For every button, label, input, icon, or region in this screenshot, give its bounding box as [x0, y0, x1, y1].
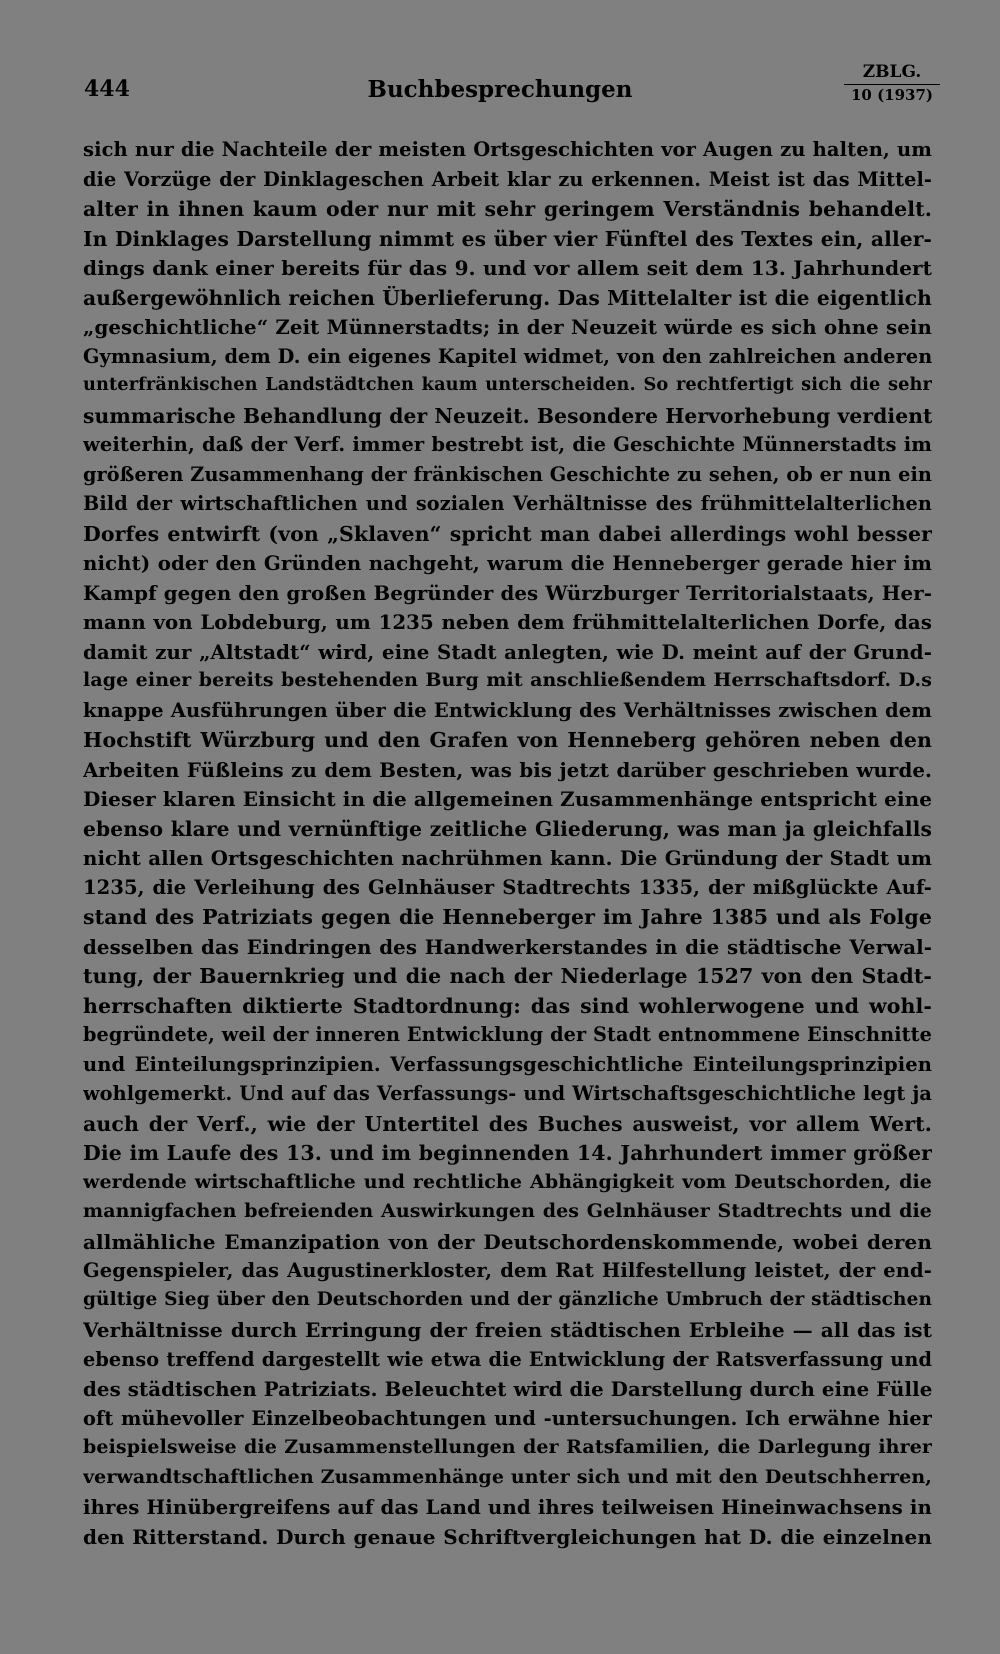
text-line: allmähliche Emanzipation von der Deutschordenskommende, wobei deren [83, 1229, 932, 1254]
text-line: lage einer bereits bestehenden Burg mit anschließendem Herrschaftsdorf. D.s [83, 669, 932, 691]
text-line: In Dinklages Darstellung nimmt es über vier Fünftel des Textes ein, aller- [83, 226, 932, 251]
text-line: größeren Zusammenhang der fränkischen Geschichte zu sehen, ob er nun ein [83, 462, 932, 486]
journal-reference [844, 64, 940, 103]
text-line: des städtischen Patriziats. Beleuchtet wird die Darstellung durch eine Fülle [83, 1377, 932, 1401]
text-line: beispielsweise die Zusammenstellungen der Ratsfamilien, die Darlegung ihrer [83, 1436, 932, 1458]
text-line: stand des Patriziats gegen die Henneberger im Jahre 1385 und als Folge [83, 905, 932, 929]
text-line: tung, der Bauernkrieg und die nach der Niederlage 1527 von den Stadt- [83, 964, 932, 988]
text-line: summarische Behandlung der Neuzeit. Besondere Hervorhebung verdient [83, 403, 932, 428]
text-line: ebenso klare und vernünftige zeitliche Gliederung, was man ja gleichfalls [83, 816, 932, 841]
text-line: mannigfachen befreienden Auswirkungen des Gelnhäuser Stadtrechts und die [83, 1200, 932, 1222]
text-line: alter in ihnen kaum oder nur mit sehr geringem Verständnis behandelt. [83, 197, 932, 221]
text-line: auch der Verf., wie der Untertitel des Buches ausweist, vor allem Wert. [83, 1111, 932, 1136]
text-line: Die im Laufe des 13. und im beginnenden 14. Jahrhundert immer größer [83, 1141, 932, 1165]
text-line: 1235, die Verleihung des Gelnhäuser Stadtrechts 1335, der mißglückte Auf- [83, 875, 932, 899]
text-line: „geschichtliche“ Zeit Münnerstadts; in der Neuzeit würde es sich ohne sein [83, 315, 932, 339]
text-line: mann von Lobdeburg, um 1235 neben dem frühmittelalterlichen Dorfe, das [83, 610, 932, 634]
text-line: desselben das Eindringen des Handwerkerstandes in die städtische Verwal- [83, 934, 932, 959]
text-line: Dieser klaren Einsicht in die allgemeinen Zusammenhänge entspricht eine [83, 787, 932, 811]
text-line: verwandtschaftlichen Zusammenhänge unter sich und mit den Deutschherren, [83, 1465, 932, 1488]
text-line: wohlgemerkt. Und auf das Verfassungs- und Wirtschaftsgeschichtliche legt ja [83, 1082, 932, 1105]
text-line: sich nur die Nachteile der meisten Ortsgeschichten vor Augen zu halten, um [83, 138, 932, 161]
text-line: Dorfes entwirft (von „Sklaven“ spricht man dabei allerdings wohl besser [83, 521, 932, 546]
text-line: Kampf gegen den großen Begründer des Würzburger Territorialstaats, Her- [83, 580, 932, 605]
text-line: weiterhin, daß der Verf. immer bestrebt ist, die Geschichte Münnerstadts im [83, 433, 932, 456]
text-line: ebenso treffend dargestellt wie etwa die Entwicklung der Ratsverfassung und [83, 1347, 932, 1371]
text-line: herrschaften diktierte Stadtordnung: das sind wohlerwogene und wohl- [83, 993, 932, 1018]
text-line: begründete, weil der inneren Entwicklung der Stadt entnommene Einschnitte [83, 1023, 932, 1046]
text-line: Hochstift Würzburg und den Grafen von Henneberg gehören neben den [83, 728, 932, 752]
text-line: den Ritterstand. Durch genaue Schriftvergleichungen hat D. die einzelnen [83, 1524, 932, 1549]
text-line: außergewöhnlich reichen Überlieferung. Das Mittelalter ist die eigentlich [83, 285, 932, 310]
text-line: nicht allen Ortsgeschichten nachrühmen kann. Die Gründung der Stadt um [83, 846, 932, 870]
text-line: nicht) oder den Gründen nachgeht, warum die Henneberger gerade hier im [83, 551, 932, 575]
journal-abbreviation: ZBLG. [844, 64, 940, 85]
text-line: unterfränkischen Landstädtchen kaum unterscheiden. So rechtfertigt sich die sehr [83, 374, 932, 395]
text-line: knappe Ausführungen über die Entwicklung des Verhältnisses zwischen dem [83, 698, 932, 722]
body-text [83, 138, 932, 1554]
text-line: oft mühevoller Einzelbeobachtungen und -untersuchungen. Ich erwähne hier [83, 1406, 932, 1430]
text-line: gültige Sieg über den Deutschorden und der gänzliche Umbruch der städtischen [83, 1288, 932, 1310]
text-line: Gymnasium, dem D. ein eigenes Kapitel widmet, von den zahlreichen anderen [83, 344, 932, 368]
running-title: Buchbesprechungen [367, 76, 633, 103]
text-line: Arbeiten Füßleins zu dem Besten, was bis jetzt darüber geschrieben wurde. [83, 757, 932, 782]
page-number: 444 [84, 76, 130, 102]
text-line: und Einteilungsprinzipien. Verfassungsgeschichtliche Einteilungsprinzipien [83, 1052, 932, 1076]
journal-volume: 10 (1937) [850, 86, 934, 104]
text-line: Verhältnisse durch Erringung der freien städtischen Erbleihe — all das ist [83, 1318, 932, 1342]
text-line: Bild der wirtschaftlichen und sozialen Verhältnisse des frühmittelalterlichen [83, 492, 932, 515]
text-line: ihres Hinübergreifens auf das Land und ihres teilweisen Hineinwachsens in [83, 1495, 932, 1519]
text-line: damit zur „Altstadt“ wird, eine Stadt anlegten, wie D. meint auf der Grund- [83, 639, 932, 664]
text-line: werdende wirtschaftliche und rechtliche Abhängigkeit vom Deutschorden, die [83, 1170, 932, 1193]
text-line: Gegenspieler, das Augustinerkloster, dem Rat Hilfestellung leistet, der end- [83, 1259, 932, 1282]
text-line: dings dank einer bereits für das 9. und vor allem seit dem 13. Jahrhundert [83, 256, 932, 280]
text-line: die Vorzüge der Dinklageschen Arbeit klar zu erkennen. Meist ist das Mittel- [83, 167, 932, 191]
